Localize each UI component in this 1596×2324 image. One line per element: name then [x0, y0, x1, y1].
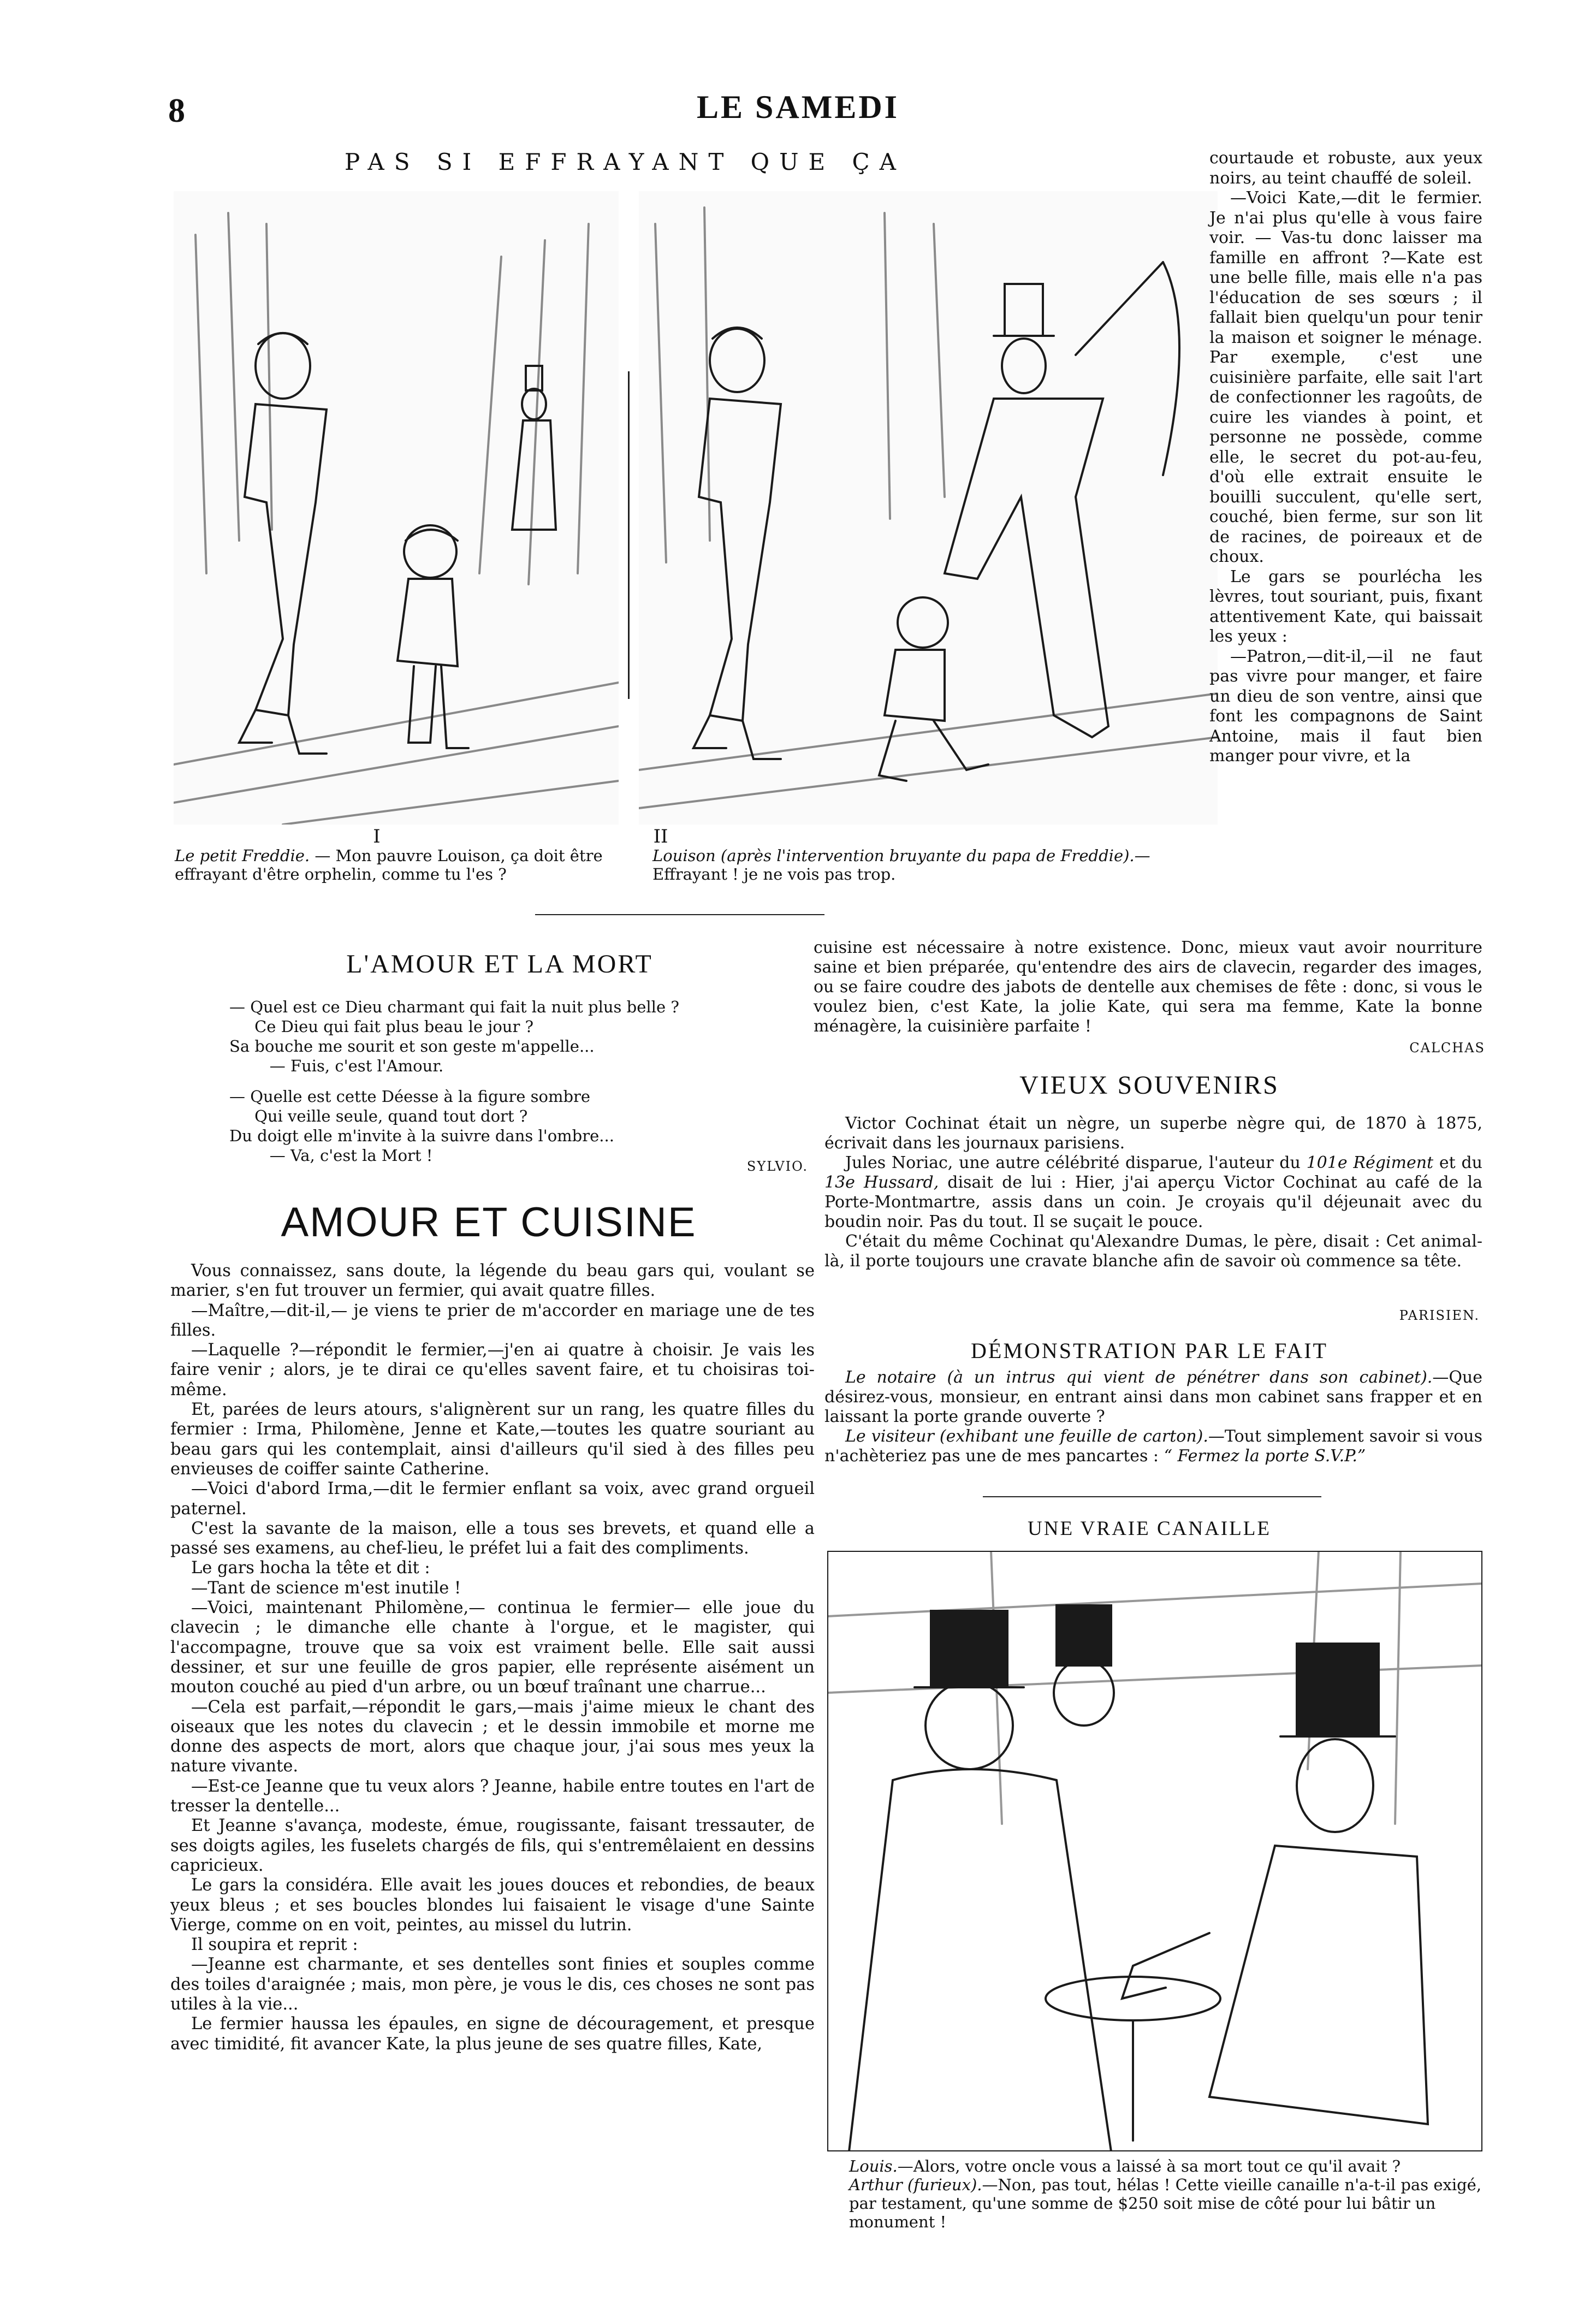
canaille-speaker: Louis.: [849, 2157, 898, 2175]
panel-1-caption-speaker: Le petit Freddie.: [175, 846, 310, 865]
souvenirs-title: VIEUX SOUVENIRS: [1019, 1071, 1279, 1100]
demonstration-speaker: Le notaire (à un intrus qui vient de pénétrer dans son cabinet).: [845, 1368, 1433, 1387]
souvenirs-text: disait de lui : Hier, j'ai aperçu Victor Cochinat au café de la Porte-Montmartre, assis dans un coin. Je croyais qu'il déjeunait avec du boudin noir. Pas du tout. Il se suçait le pouce.: [824, 1173, 1482, 1231]
panel-2-numeral: II: [653, 826, 668, 847]
story-column: [170, 1261, 815, 2054]
poem-line: — Va, c'est la Mort !: [229, 1146, 433, 1165]
story-paragraph: —Cela est parfait,—répondit le gars,—mais j'aime mieux le chant des oiseaux que les notes du clavecin ; et le dessin immobile et morne me donne des aspects de mort, alors que chaque jour, j'ai sous mes yeux la nature vivante.: [170, 1697, 815, 1776]
panel-2-caption-speaker: Louison (après l'intervention bruyante du papa de Freddie).—: [652, 846, 1150, 865]
cartoon-panel-1: [174, 191, 619, 825]
panel-divider: [628, 371, 630, 699]
souvenirs-paragraph: [824, 1153, 1482, 1232]
poem-stanza-1: [229, 997, 808, 1076]
demonstration-paragraph: [824, 1368, 1482, 1427]
poem-line: Ce Dieu qui fait plus beau le jour ?: [229, 1017, 534, 1036]
souvenirs-book-title: 101e Régiment: [1306, 1153, 1434, 1172]
souvenirs-text: et du: [1433, 1153, 1482, 1172]
story-paragraph: —Jeanne est charmante, et ses dentelles sont finies et souples comme des toiles d'araignée ; mais, mon père, je vous le dis, ces choses ne sont pas utiles à la vie...: [170, 1955, 815, 2014]
poem-line: Du doigt elle m'invite à la suivre dans l'ombre...: [229, 1127, 614, 1145]
canaille-caption-line-1: [849, 2157, 1482, 2175]
story-paragraph: —Maître,—dit-il,— je viens te prier de m'accorder en mariage une de tes filles.: [170, 1301, 815, 1340]
story-signature: CALCHAS: [1409, 1040, 1485, 1056]
demonstration-paragraph: [824, 1427, 1482, 1466]
story-title: AMOUR ET CUISINE: [281, 1199, 697, 1246]
story-cont-paragraph: —Voici Kate,—dit le fermier. Je n'ai plus qu'elle à vous faire voir. — Vas-tu donc laisser ma famille en affront ?—Kate est une belle fille, mais elle n'a pas l'éducation de ses sœurs ; il fallait bien quelqu'un pour tenir la maison et soigner le ménage. Par exemple, c'est une cuisinière parfaite, elle sait l'art de confectionner les ragoûts, de cuire les viandes à point, et personne ne possède, comme elle, le secret du pot-au-feu, d'où elle extrait ensuite le bouilli succulent, qu'elle sert, couché, bien ferme, sur son lit de racines, de poireaux et de choux.: [1209, 188, 1482, 566]
story-continuation-column: [1209, 149, 1482, 767]
story-paragraph: —Voici d'abord Irma,—dit le fermier enflant sa voix, avec grand orgueil paternel.: [170, 1479, 815, 1519]
cartoon-panel-1-drawing: [174, 191, 619, 825]
canaille-text: —Non, pas tout, hélas ! Cette vieille canaille n'a-t-il pas exigé, par testament, qu'une somme de $250 soit mise de côté pour lui bâtir un monument !: [849, 2175, 1482, 2231]
cartoon-panel-2: [639, 191, 1218, 825]
story-paragraph: —Voici, maintenant Philomène,— continua le fermier— elle joue du clavecin ; le dimanche elle chante à l'orgue, et le magister, qui l'accompagne, trouve que sa voix est vraiment belle. Elle sait aussi dessiner, et sur une feuille de gros papier, elle représente aisément un mouton couché au pied d'un arbre, ou un bœuf traînant une charrue...: [170, 1598, 815, 1697]
panel-2-caption-text: Effrayant ! je ne vois pas trop.: [652, 865, 896, 884]
souvenirs-book-title: 13e Hussard,: [824, 1173, 939, 1192]
panel-2-caption: [652, 846, 1193, 884]
demonstration-quote: “ Fermez la porte S.V.P.”: [1164, 1446, 1366, 1466]
story-paragraph: Vous connaissez, sans doute, la légende du beau gars qui, voulant se marier, s'en fut trouver un fermier, qui avait quatre filles.: [170, 1261, 815, 1301]
cartoon-panel-2-drawing: [639, 191, 1218, 825]
poem-line: — Fuis, c'est l'Amour.: [229, 1057, 444, 1075]
story-paragraph: C'est la savante de la maison, elle a tous ses brevets, et quand elle a passé ses examens, au chef-lieu, le préfet lui a fait des compliments.: [170, 1519, 815, 1558]
canaille-top-rule: [983, 1496, 1321, 1497]
canaille-text: —Alors, votre oncle vous a laissé à sa mort tout ce qu'il avait ?: [897, 2157, 1401, 2175]
story-paragraph: Le gars la considéra. Elle avait les joues douces et rebondies, de beaux yeux bleus ; et ses boucles blondes lui faisaient le visage d'une Sainte Vierge, comme on en voit, peintes, au missel du lutrin.: [170, 1876, 815, 1935]
canaille-caption: [849, 2157, 1482, 2231]
poem-title: L'AMOUR ET LA MORT: [346, 950, 653, 979]
poem-line: Qui veille seule, quand tout dort ?: [229, 1107, 528, 1125]
canaille-illustration: [827, 1551, 1482, 2151]
souvenirs-text: Jules Noriac, une autre célébrité disparue, l'auteur du: [845, 1153, 1307, 1172]
story-paragraph: Le gars hocha la tête et dit :: [191, 1558, 430, 1578]
panel-1-caption: [175, 846, 622, 884]
demonstration-column: [824, 1368, 1482, 1466]
souvenirs-signature: PARISIEN.: [1399, 1308, 1480, 1323]
demonstration-speaker: Le visiteur (exhibant une feuille de carton).: [845, 1427, 1208, 1446]
page-number: 8: [168, 92, 185, 129]
souvenirs-column: [824, 1114, 1482, 1271]
poem-line: — Quel est ce Dieu charmant qui fait la nuit plus belle ?: [229, 998, 679, 1016]
demonstration-text: —Tout simplement savoir si vous n'achèteriez pas une de mes pancartes :: [824, 1427, 1482, 1466]
masthead: LE SAMEDI: [696, 89, 900, 125]
demonstration-text: —Que désirez-vous, monsieur, en entrant ainsi dans mon cabinet sans frapper et en laissant la porte grande ouverte ?: [824, 1368, 1482, 1426]
story-paragraph: Et, parées de leurs atours, s'alignèrent sur un rang, les quatre filles du fermier : Irma, Philomène, Jenne et Kate,—toutes les quatre souriant au beau gars qui les contemplait, ainsi d'ailleurs qu'il sied à des filles peu envieuses de coiffer sainte Catherine.: [170, 1400, 815, 1479]
story-cont-paragraph: courtaude et robuste, aux yeux noirs, au teint chauffé de soleil.: [1209, 149, 1482, 188]
poem-signature: SYLVIO.: [746, 1159, 808, 1174]
story-paragraph: —Tant de science m'est inutile !: [191, 1578, 461, 1598]
story-continuation-wide: [814, 938, 1482, 1036]
souvenirs-paragraph: Victor Cochinat était un nègre, un superbe nègre qui, de 1870 à 1875, écrivait dans les journaux parisiens.: [824, 1114, 1482, 1153]
story-paragraph: Le fermier haussa les épaules, en signe de découragement, et presque avec timidité, fit avancer Kate, la plus jeune de ses quatre filles, Kate,: [170, 2014, 815, 2054]
story-paragraph: —Laquelle ?—répondit le fermier,—j'en ai quatre à choisir. Je vais les faire venir ; alors, je te dirai ce qu'elles savent faire, et tu choisiras toi-même.: [170, 1341, 815, 1400]
demonstration-title: DÉMONSTRATION PAR LE FAIT: [971, 1338, 1328, 1363]
souvenirs-paragraph: C'était du même Cochinat qu'Alexandre Dumas, le père, disait : Cet animal-là, il porte toujours une cravate blanche afin de savoir où commence sa tête.: [824, 1232, 1482, 1271]
panel-1-caption-text: — Mon pauvre Louison, ça doit être effrayant d'être orphelin, comme tu l'es ?: [175, 846, 603, 884]
story-paragraph: Et Jeanne s'avança, modeste, émue, rougissante, faisant tressauter, de ses doigts agiles, les fuselets chargés de fils, qui s'entremêlaient en dessins capricieux.: [170, 1816, 815, 1875]
panel-1-numeral: I: [373, 826, 381, 847]
story-cont-paragraph: —Patron,—dit-il,—il ne faut pas vivre pour manger, et faire un dieu de son ventre, ainsi que font les compagnons de Saint Antoine, mais il faut bien manger pour vivre, et la: [1209, 647, 1482, 766]
cartoon-title: PAS SI EFFRAYANT QUE ÇA: [345, 149, 906, 175]
story-paragraph: —Est-ce Jeanne que tu veux alors ? Jeanne, habile entre toutes en l'art de tresser la dentelle...: [170, 1776, 815, 1816]
story-cont-paragraph: Le gars se pourlécha les lèvres, tout souriant, puis, fixant attentivement Kate, qui baissait les yeux :: [1209, 567, 1482, 646]
canaille-illustration-drawing: [827, 1551, 1482, 2151]
canaille-caption-line-2: [849, 2175, 1482, 2231]
poem-stanza-2: [229, 1087, 808, 1165]
poem-line: — Quelle est cette Déesse à la figure sombre: [229, 1087, 591, 1106]
canaille-speaker: Arthur (furieux).: [849, 2175, 982, 2194]
poem-line: Sa bouche me sourit et son geste m'appelle...: [229, 1037, 595, 1056]
cartoon-bottom-rule: [535, 914, 824, 915]
story-paragraph: Il soupira et reprit :: [191, 1935, 358, 1955]
story-cont-final-paragraph: cuisine est nécessaire à notre existence. Donc, mieux vaut avoir nourriture saine et bien préparée, qu'entendre des airs de clavecin, regarder des images, ou se faire coudre des jabots de dentelle aux chemises de fête : donc, si vous le voulez bien, c'est Kate, la jolie Kate, qui sera ma femme, Kate la bonne ménagère, la cuisinière parfaite !: [814, 938, 1482, 1036]
canaille-title: UNE VRAIE CANAILLE: [1028, 1517, 1271, 1540]
